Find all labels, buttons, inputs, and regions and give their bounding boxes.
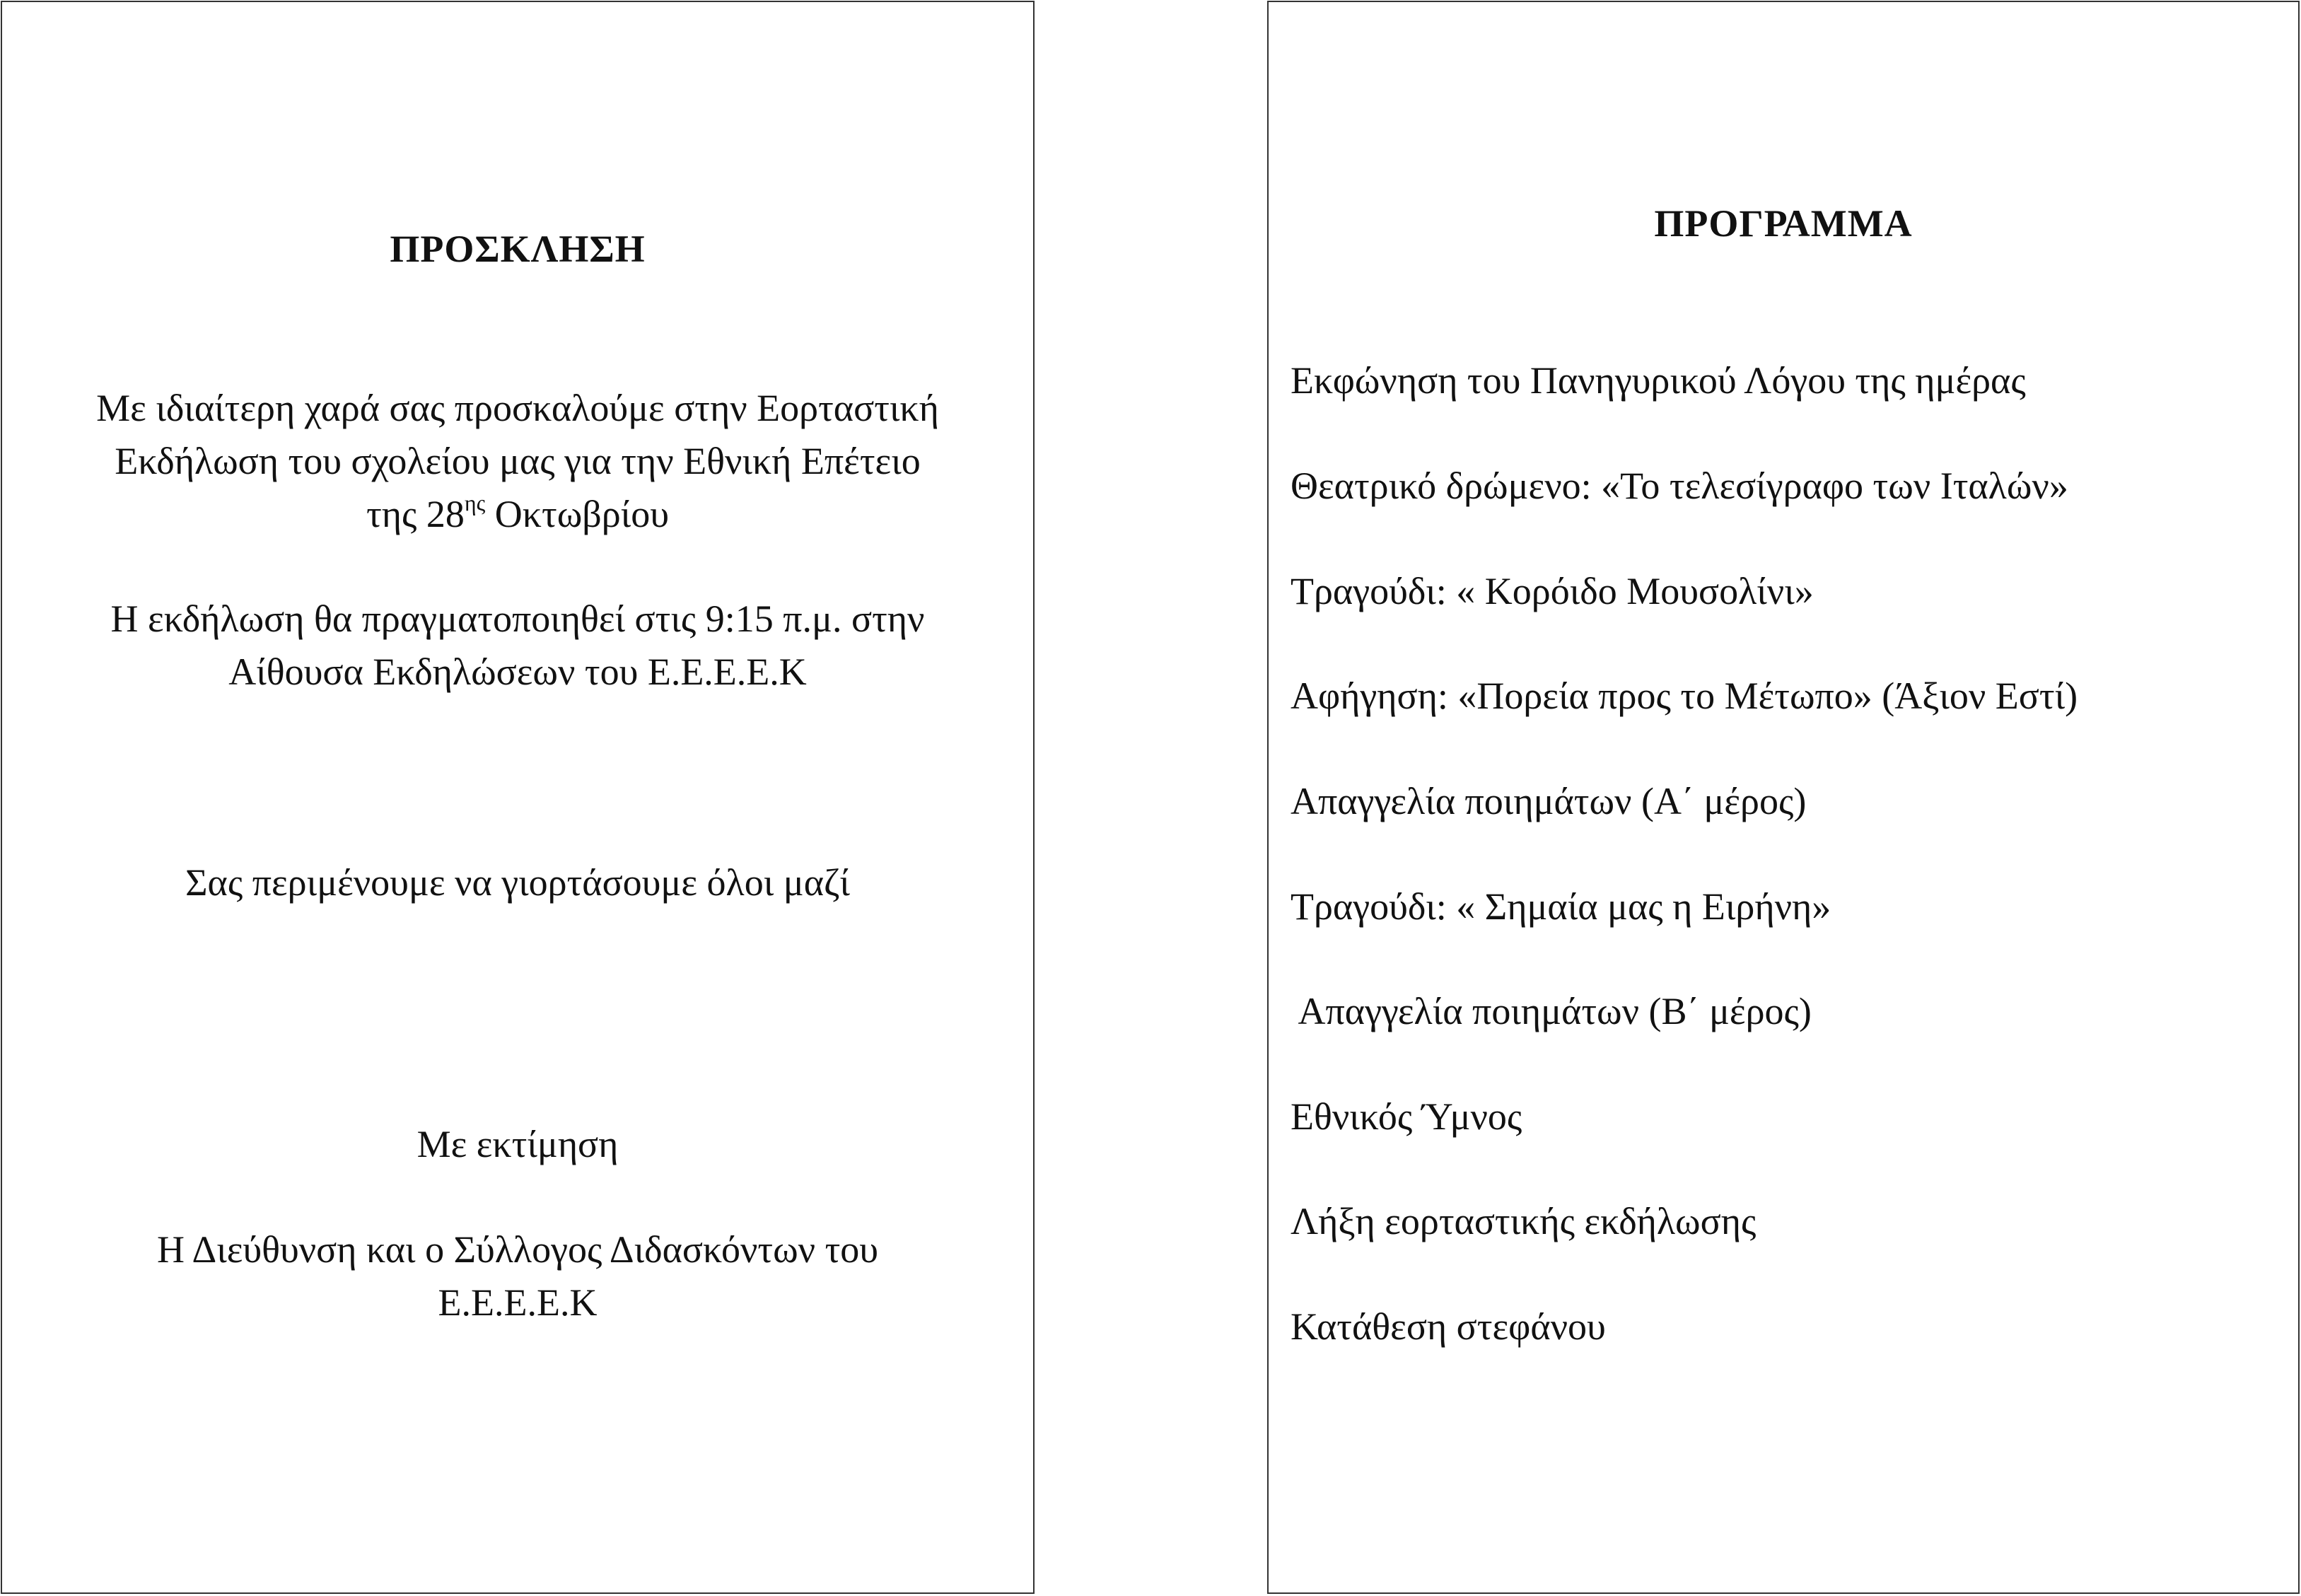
details-line-1: Η εκδήλωση θα πραγματοποιηθεί στις 9:15 π.μ. στην — [110, 598, 925, 640]
invitation-details — [2, 593, 1033, 699]
details-line-2: Αίθουσα Εκδηλώσεων του Ε.Ε.Ε.Ε.Κ — [228, 651, 807, 693]
invitation-title: ΠΡΟΣΚΛΗΣΗ — [390, 228, 646, 270]
program-item: Εκφώνηση του Πανηγυρικού Λόγου της ημέρας — [1291, 359, 2026, 402]
program-item: Απαγγελία ποιημάτων (Α΄ μέρος) — [1291, 780, 1807, 822]
program-item: Τραγούδι: « Κορόιδο Μουσολίνι» — [1291, 570, 1814, 612]
invitation-regards: Με εκτίμηση — [416, 1123, 619, 1165]
signature-line-1: Η Διεύθυνση και ο Σύλλογος Διδασκόντων του — [156, 1228, 879, 1271]
invitation-closing: Σας περιμένουμε να γιορτάσουμε όλοι μαζί — [185, 861, 850, 904]
invitation-intro — [2, 382, 1033, 541]
program-item: Εθνικός Ύμνος — [1291, 1095, 1522, 1138]
program-page — [1267, 1, 2300, 1594]
intro-line-3-suffix: Οκτωβρίου — [485, 493, 669, 535]
program-item: Λήξη εορταστικής εκδήλωσης — [1291, 1200, 1757, 1242]
program-item: Κατάθεση στεφάνου — [1291, 1305, 1606, 1348]
program-item: Αφήγηση: «Πορεία προς το Μέτωπο» (Άξιον Εστί) — [1291, 675, 2078, 717]
program-item: Τραγούδι: « Σημαία μας η Ειρήνη» — [1291, 885, 1831, 928]
intro-line-3 — [2, 488, 1033, 541]
signature-line-2: Ε.Ε.Ε.Ε.Κ — [438, 1281, 598, 1324]
intro-line-1: Με ιδιαίτερη χαρά σας προσκαλούμε στην Εορταστική — [96, 387, 939, 429]
program-item: Απαγγελία ποιημάτων (Β΄ μέρος) — [1291, 990, 1812, 1032]
intro-line-3-prefix: της 28 — [366, 493, 465, 535]
program-item: Θεατρικό δρώμενο: «Το τελεσίγραφο των Ιταλών» — [1291, 465, 2068, 507]
program-title: ΠΡΟΓΡΑΜΜΑ — [1654, 202, 1913, 245]
invitation-page — [1, 1, 1035, 1594]
invitation-signature — [2, 1223, 1033, 1329]
intro-line-2: Εκδήλωση του σχολείου μας για την Εθνική Επέτειο — [115, 440, 921, 482]
ordinal-superscript: ης — [464, 490, 486, 516]
